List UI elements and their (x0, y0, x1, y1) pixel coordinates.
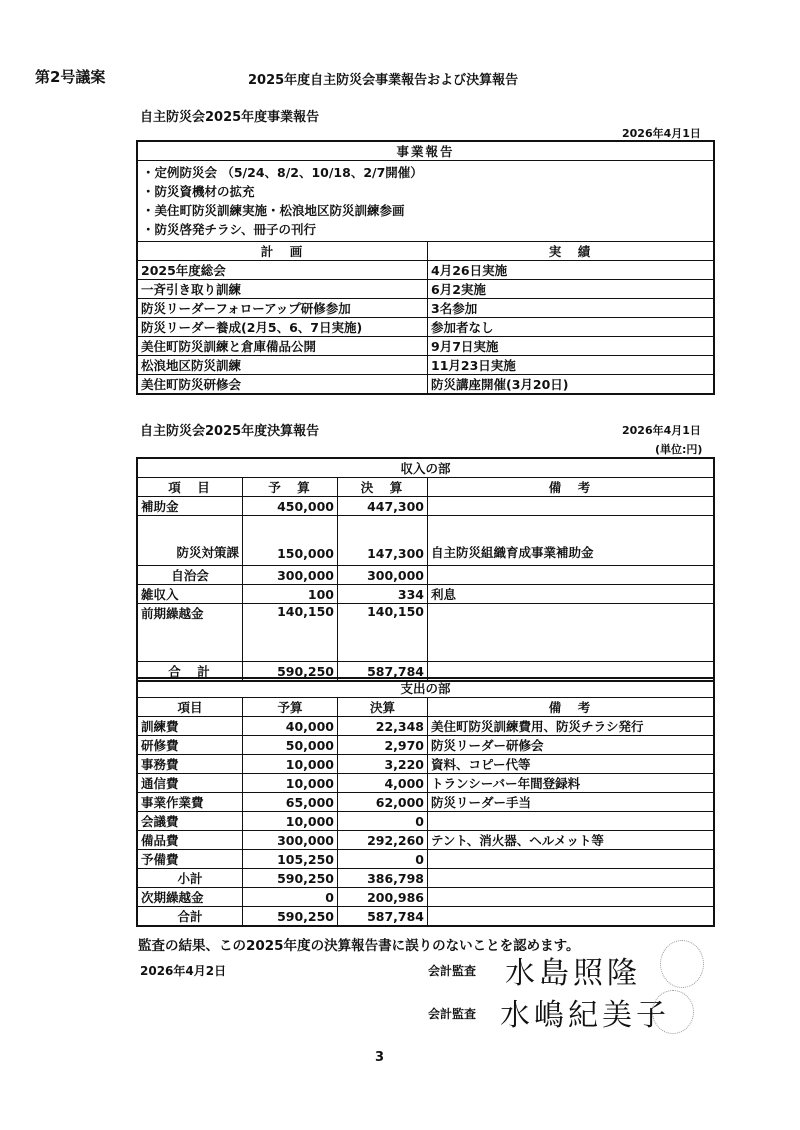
expense-title: 支出の部 (137, 678, 714, 698)
expense-note (428, 812, 715, 831)
expense-budget: 50,000 (243, 736, 338, 755)
auditor-2-seal-icon (652, 990, 694, 1034)
plan-cell: 松浪地区防災訓練 (137, 356, 428, 375)
audit-date: 2026年4月2日 (140, 964, 227, 978)
expense-item: 訓練費 (137, 717, 243, 736)
col-result-header: 実 績 (428, 242, 715, 261)
expense-header-actual: 決算 (338, 698, 428, 717)
income-header-budget: 予 算 (243, 478, 338, 497)
income-actual: 300,000 (338, 566, 428, 585)
result-cell: 防災講座開催(3月20日) (428, 375, 715, 395)
income-note: 利息 (428, 585, 715, 604)
expense-header-note: 備 考 (428, 698, 715, 717)
expense-budget: 0 (243, 888, 338, 907)
plan-cell: 防災リーダー養成(2月5、6、7日実施) (137, 318, 428, 337)
expense-total-actual: 587,784 (338, 907, 428, 927)
income-header-item: 項 目 (137, 478, 243, 497)
income-item: 前期繰越金 (137, 604, 243, 662)
result-cell: 9月7日実施 (428, 337, 715, 356)
income-title: 収入の部 (137, 458, 714, 478)
income-note (428, 497, 715, 516)
expense-item: 予備費 (137, 850, 243, 869)
expense-actual: 292,260 (338, 831, 428, 850)
expense-budget: 105,250 (243, 850, 338, 869)
expense-actual: 2,970 (338, 736, 428, 755)
plan-cell: 美住町防災訓練と倉庫備品公開 (137, 337, 428, 356)
income-actual: 447,300 (338, 497, 428, 516)
expense-actual: 200,986 (338, 888, 428, 907)
auditor-2-label: 会計監査 (428, 1007, 477, 1021)
income-note (428, 566, 715, 585)
expense-note: テント、消火器、ヘルメット等 (428, 831, 715, 850)
financial-report-date: 2026年4月1日 (622, 424, 701, 437)
expense-header-budget: 予算 (243, 698, 338, 717)
expense-item: 事務費 (137, 755, 243, 774)
income-total-budget: 590,250 (243, 662, 338, 682)
income-item: 防災対策課 (137, 516, 243, 566)
expense-total-budget: 590,250 (243, 907, 338, 927)
bullet-item: ・防災資機材の拡充 (142, 184, 255, 199)
expense-subtotal-budget: 590,250 (243, 869, 338, 888)
expense-note: 資料、コピー代等 (428, 755, 715, 774)
expense-actual: 62,000 (338, 793, 428, 812)
income-table (136, 457, 715, 682)
expense-item: 次期繰越金 (137, 888, 243, 907)
expense-note: 防災リーダー研修会 (428, 736, 715, 755)
result-cell: 参加者なし (428, 318, 715, 337)
result-cell: 6月2実施 (428, 280, 715, 299)
income-item: 自治会 (137, 566, 243, 585)
expense-item: 備品費 (137, 831, 243, 850)
expense-note: 美住町防災訓練費用、防災チラシ発行 (428, 717, 715, 736)
expense-budget: 65,000 (243, 793, 338, 812)
page-number: 3 (375, 1050, 385, 1065)
income-header-actual: 決 算 (338, 478, 428, 497)
business-report-table (136, 140, 715, 395)
expense-budget: 40,000 (243, 717, 338, 736)
financial-report-heading: 自主防災会2025年度決算報告 (140, 424, 320, 439)
business-report-box-title: 事業報告 (137, 141, 714, 161)
auditor-2-signature: 水嶋紀美子 (500, 998, 670, 1033)
expense-subtotal-label: 小計 (137, 869, 243, 888)
bullet-item: ・定例防災会 （5/24、8/2、10/18、2/7開催） (142, 165, 423, 180)
expense-budget: 300,000 (243, 831, 338, 850)
expense-note (428, 869, 715, 888)
income-actual: 140,150 (338, 604, 428, 662)
expense-actual: 4,000 (338, 774, 428, 793)
plan-cell: 防災リーダーフォローアップ研修参加 (137, 299, 428, 318)
plan-cell: 一斉引き取り訓練 (137, 280, 428, 299)
expense-total-label: 合計 (137, 907, 243, 927)
expense-actual: 0 (338, 812, 428, 831)
auditor-1-seal-icon (660, 940, 704, 988)
expense-note (428, 888, 715, 907)
expense-item: 会議費 (137, 812, 243, 831)
income-note (428, 604, 715, 662)
expense-subtotal-actual: 386,798 (338, 869, 428, 888)
business-report-date: 2026年4月1日 (622, 127, 701, 140)
expense-note (428, 907, 715, 927)
income-header-note: 備 考 (428, 478, 715, 497)
plan-cell: 2025年度総会 (137, 261, 428, 280)
expense-budget: 10,000 (243, 812, 338, 831)
plan-cell: 美住町防災研修会 (137, 375, 428, 395)
income-total-actual: 587,784 (338, 662, 428, 682)
result-cell: 11月23日実施 (428, 356, 715, 375)
audit-statement: 監査の結果、この2025年度の決算報告書に誤りのないことを認めます。 (138, 938, 580, 954)
income-note: 自主防災組織育成事業補助金 (428, 516, 715, 566)
expense-table (136, 677, 715, 927)
expense-item: 事業作業費 (137, 793, 243, 812)
expense-note: トランシーバー年間登録料 (428, 774, 715, 793)
agenda-number: 第2号議案 (35, 68, 106, 86)
business-report-heading: 自主防災会2025年度事業報告 (140, 110, 320, 125)
income-item: 補助金 (137, 497, 243, 516)
business-report-bullets (137, 161, 714, 242)
expense-budget: 10,000 (243, 755, 338, 774)
expense-item: 通信費 (137, 774, 243, 793)
income-total-label: 合 計 (137, 662, 243, 682)
expense-item: 研修費 (137, 736, 243, 755)
income-item: 雑収入 (137, 585, 243, 604)
expense-actual: 0 (338, 850, 428, 869)
expense-budget: 10,000 (243, 774, 338, 793)
income-budget: 140,150 (243, 604, 338, 662)
expense-header-item: 項目 (137, 698, 243, 717)
auditor-1-signature: 水島照隆 (505, 956, 641, 991)
unit-label: (単位:円) (655, 443, 703, 456)
expense-note: 防災リーダー手当 (428, 793, 715, 812)
expense-actual: 3,220 (338, 755, 428, 774)
auditor-1-label: 会計監査 (428, 964, 477, 978)
expense-note (428, 850, 715, 869)
bullet-item: ・美住町防災訓練実施・松浪地区防災訓練参画 (142, 203, 405, 218)
col-plan-header: 計 画 (137, 242, 428, 261)
bullet-item: ・防災啓発チラシ、冊子の刊行 (142, 222, 317, 237)
expense-actual: 22,348 (338, 717, 428, 736)
income-actual: 334 (338, 585, 428, 604)
income-budget: 300,000 (243, 566, 338, 585)
document-title: 2025年度自主防災会事業報告および決算報告 (248, 73, 519, 88)
result-cell: 4月26日実施 (428, 261, 715, 280)
income-budget: 450,000 (243, 497, 338, 516)
result-cell: 3名参加 (428, 299, 715, 318)
income-budget: 100 (243, 585, 338, 604)
income-budget: 150,000 (243, 516, 338, 566)
income-actual: 147,300 (338, 516, 428, 566)
